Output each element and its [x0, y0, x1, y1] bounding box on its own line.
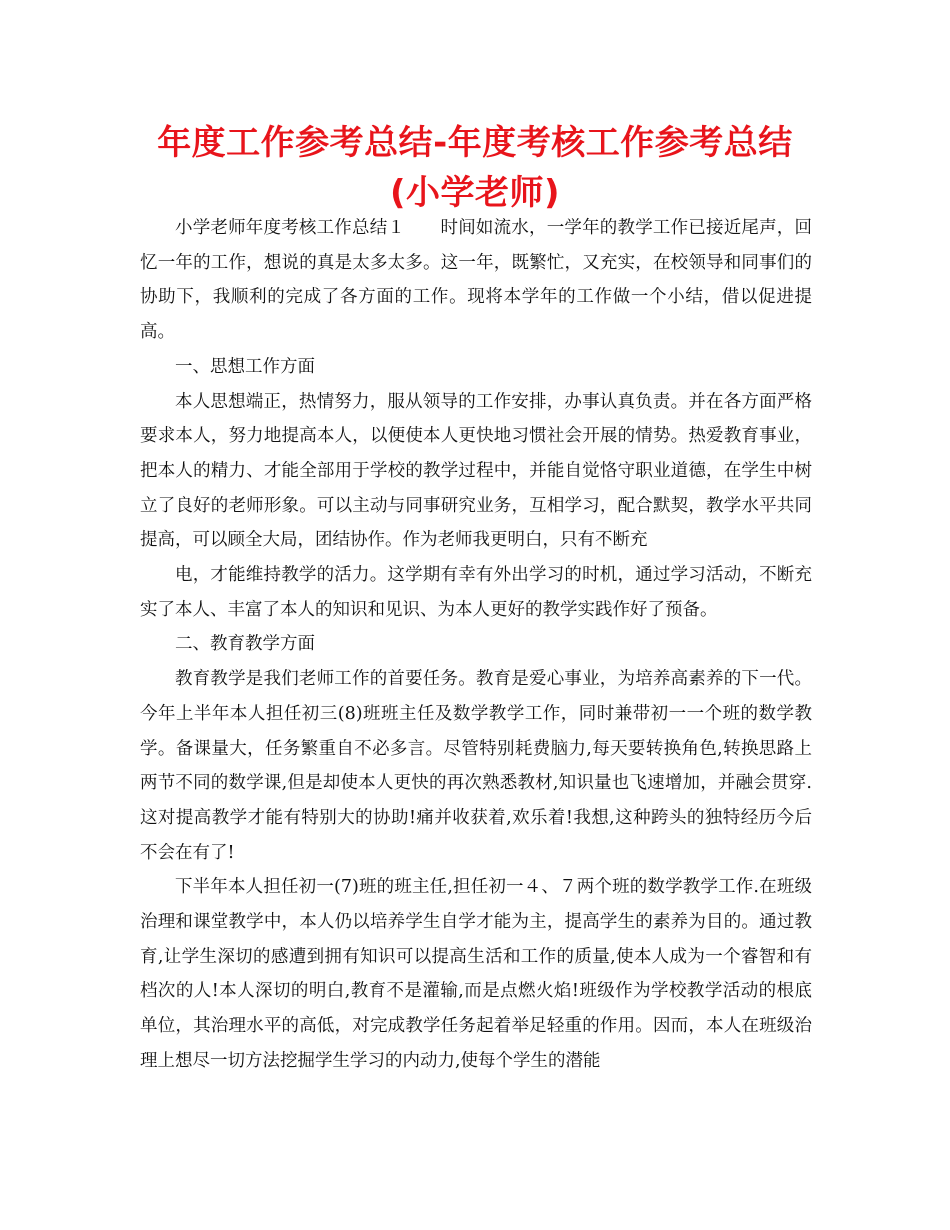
- document-title: 年度工作参考总结-年度考核工作参考总结(小学老师): [157, 123, 793, 213]
- paragraph-intro: 小学老师年度考核工作总结１ 时间如流水，一学年的教学工作已接近尾声，回忆一年的工作，想说的真是太多太多。这一年，既繁忙，又充实，在校领导和同事们的协助下，我顺利的完成了各方面的工作。现将本学年的工作做一个小结，借以促进提高。: [140, 218, 812, 343]
- paragraph-teaching-second-half: 下半年本人担任初一(7)班的班主任,担任初一４、７两个班的数学教学工作.在班级治理和课堂教学中，本人仍以培养学生自学才能为主，提高学生的素养为目的。通过教育,让学生深切的感遭到拥有知识可以提高生活和工作的质量,使本人成为一个睿智和有档次的人!本人深切的明白,教育不是灌输,而是点燃火焰!班级作为学校教学活动的根底单位，其治理水平的高低，对完成教学任务起着举足轻重的作用。因而，本人在班级治理上想尽一切方法挖掘学生学习的内动力,使每个学生的潜能: [140, 877, 812, 1071]
- paragraph-ideology: 本人思想端正，热情努力，服从领导的工作安排，办事认真负责。并在各方面严格要求本人，努力地提高本人，以便使本人更快地习惯社会开展的情势。热爱教育事业，把本人的精力、才能全部用于学校的教学过程中，并能自觉恪守职业道德，在学生中树立了良好的老师形象。可以主动与同事研究业务，互相学习，配合默契，教学水平共同提高，可以顾全大局，团结协作。作为老师我更明白，只有不断充: [140, 391, 812, 551]
- paragraph-teaching-first-half: 教育教学是我们老师工作的首要任务。教育是爱心事业，为培养高素养的下一代。今年上半年本人担任初三(8)班班主任及数学教学工作，同时兼带初一一个班的数学教学。备课量大，任务繁重自不必多言。尽管特别耗费脑力,每天要转换角色,转换思路上两节不同的数学课,但是却使本人更快的再次熟悉教材,知识量也飞速增加，并融会贯穿.这对提高教学才能有特别大的协助!痛并收获着,欢乐着!我想,这种跨头的独特经历今后不会在有了!: [140, 669, 812, 863]
- section-heading-teaching: 二、教育教学方面: [175, 634, 315, 655]
- document-body: [140, 211, 812, 1079]
- paragraph-ideology-continued: 电，才能维持教学的活力。这学期有幸有外出学习的时机，通过学习活动，不断充实了本人、丰富了本人的知识和见识、为本人更好的教学实践作好了预备。: [140, 565, 812, 620]
- section-heading-ideology: 一、思想工作方面: [175, 356, 315, 377]
